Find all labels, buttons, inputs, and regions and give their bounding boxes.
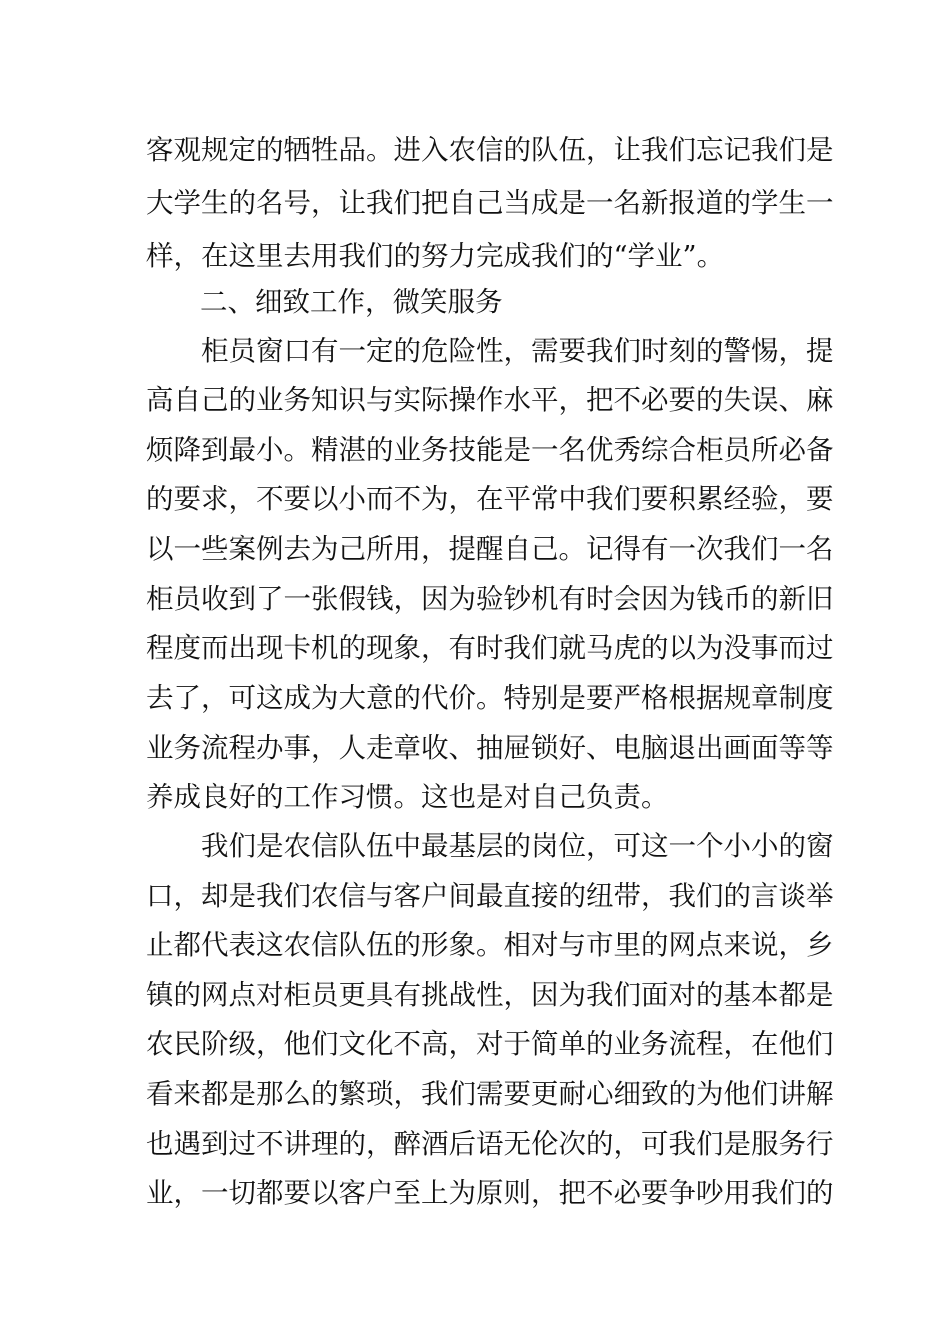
- text-line: 柜员收到了一张假钱，因为验钞机有时会因为钱币的新旧: [146, 583, 834, 615]
- text-line: 程度而出现卡机的现象，有时我们就马虎的以为没事而过: [146, 632, 834, 664]
- paragraph-first-line: 我们是农信队伍中最基层的岗位，可这一个小小的窗: [201, 830, 834, 862]
- text-line: 大学生的名号，让我们把自己当成是一名新报道的学生一: [146, 187, 834, 219]
- text-line: 农民阶级，他们文化不高，对于简单的业务流程，在他们: [146, 1028, 834, 1060]
- paragraph-first-line: 柜员窗口有一定的危险性，需要我们时刻的警惕，提: [201, 335, 834, 367]
- text-line: 也遇到过不讲理的，醉酒后语无伦次的，可我们是服务行: [146, 1128, 834, 1160]
- text-line: 客观规定的牺牲品。进入农信的队伍，让我们忘记我们是: [146, 134, 834, 166]
- text-line: 止都代表这农信队伍的形象。相对与市里的网点来说，乡: [146, 929, 834, 961]
- text-line: 样，在这里去用我们的努力完成我们的“学业”。: [146, 240, 725, 272]
- text-line: 养成良好的工作习惯。这也是对自己负责。: [146, 781, 669, 813]
- text-line: 去了，可这成为大意的代价。特别是要严格根据规章制度: [146, 682, 834, 714]
- text-line: 镇的网点对柜员更具有挑战性，因为我们面对的基本都是: [146, 979, 834, 1011]
- section-heading: 二、细致工作，微笑服务: [200, 286, 503, 318]
- text-line: 的要求，不要以小而不为，在平常中我们要积累经验，要: [146, 483, 834, 515]
- text-line: 业务流程办事，人走章收、抽屉锁好、电脑退出画面等等: [146, 732, 834, 764]
- text-line: 以一些案例去为己所用，提醒自己。记得有一次我们一名: [146, 533, 834, 565]
- text-line: 口，却是我们农信与客户间最直接的纽带，我们的言谈举: [146, 880, 834, 912]
- text-line: 业，一切都要以客户至上为原则，把不必要争吵用我们的: [146, 1177, 834, 1209]
- text-line: 烦降到最小。精湛的业务技能是一名优秀综合柜员所必备: [146, 434, 834, 466]
- text-line: 看来都是那么的繁琐，我们需要更耐心细致的为他们讲解: [146, 1078, 834, 1110]
- text-line: 高自己的业务知识与实际操作水平，把不必要的失误、麻: [146, 384, 834, 416]
